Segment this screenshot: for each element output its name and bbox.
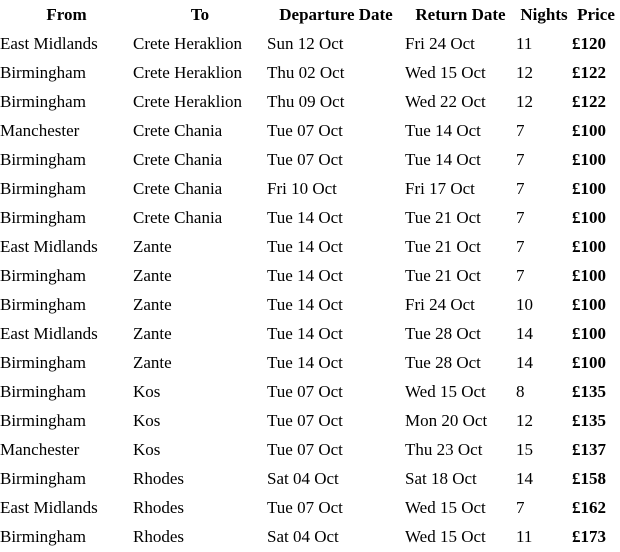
return-date-cell: Fri 24 Oct bbox=[405, 295, 475, 314]
price-cell: £137 bbox=[572, 440, 606, 459]
header-from: From bbox=[46, 5, 87, 24]
departure-date-cell: Tue 14 Oct bbox=[267, 324, 343, 343]
return-date-cell: Thu 23 Oct bbox=[405, 440, 483, 459]
departure-date-cell: Tue 07 Oct bbox=[267, 498, 343, 517]
price-cell: £120 bbox=[572, 34, 606, 53]
to-cell: Rhodes bbox=[133, 498, 184, 517]
from-cell: Birmingham bbox=[0, 179, 86, 198]
from-cell: Birmingham bbox=[0, 295, 86, 314]
return-date-cell: Wed 15 Oct bbox=[405, 382, 486, 401]
nights-cell: 12 bbox=[516, 63, 533, 82]
nights-cell: 12 bbox=[516, 92, 533, 111]
from-cell: Manchester bbox=[0, 121, 80, 140]
table-row bbox=[0, 435, 620, 464]
price-cell: £122 bbox=[572, 63, 606, 82]
departure-date-cell: Tue 07 Oct bbox=[267, 121, 343, 140]
from-cell: Manchester bbox=[0, 440, 80, 459]
nights-cell: 14 bbox=[516, 324, 533, 343]
header-return-date: Return Date bbox=[415, 5, 506, 24]
to-cell: Crete Heraklion bbox=[133, 92, 243, 111]
departure-date-cell: Tue 14 Oct bbox=[267, 295, 343, 314]
price-cell: £173 bbox=[572, 527, 606, 546]
return-date-cell: Tue 28 Oct bbox=[405, 353, 481, 372]
from-cell: Birmingham bbox=[0, 527, 86, 546]
from-cell: Birmingham bbox=[0, 208, 86, 227]
from-cell: Birmingham bbox=[0, 411, 86, 430]
departure-date-cell: Tue 14 Oct bbox=[267, 208, 343, 227]
nights-cell: 7 bbox=[516, 498, 525, 517]
price-cell: £100 bbox=[572, 237, 606, 256]
return-date-cell: Fri 17 Oct bbox=[405, 179, 475, 198]
price-cell: £100 bbox=[572, 179, 606, 198]
table-row bbox=[0, 377, 620, 406]
price-cell: £122 bbox=[572, 92, 606, 111]
header-price: Price bbox=[577, 5, 615, 24]
price-cell: £162 bbox=[572, 498, 606, 517]
table-row bbox=[0, 174, 620, 203]
to-cell: Zante bbox=[133, 353, 172, 372]
table-row bbox=[0, 145, 620, 174]
to-cell: Zante bbox=[133, 237, 172, 256]
return-date-cell: Tue 14 Oct bbox=[405, 121, 481, 140]
to-cell: Crete Heraklion bbox=[133, 34, 243, 53]
table-row bbox=[0, 116, 620, 145]
return-date-cell: Tue 28 Oct bbox=[405, 324, 481, 343]
to-cell: Zante bbox=[133, 295, 172, 314]
from-cell: Birmingham bbox=[0, 353, 86, 372]
return-date-cell: Fri 24 Oct bbox=[405, 34, 475, 53]
departure-date-cell: Thu 02 Oct bbox=[267, 63, 345, 82]
table-row bbox=[0, 406, 620, 435]
departure-date-cell: Sun 12 Oct bbox=[267, 34, 344, 53]
nights-cell: 12 bbox=[516, 411, 533, 430]
to-cell: Rhodes bbox=[133, 469, 184, 488]
from-cell: East Midlands bbox=[0, 237, 98, 256]
return-date-cell: Wed 15 Oct bbox=[405, 63, 486, 82]
table-row bbox=[0, 261, 620, 290]
nights-cell: 11 bbox=[516, 34, 533, 53]
return-date-cell: Tue 21 Oct bbox=[405, 266, 481, 285]
price-cell: £100 bbox=[572, 266, 606, 285]
to-cell: Crete Chania bbox=[133, 179, 223, 198]
header-row bbox=[0, 0, 620, 29]
table-header bbox=[0, 0, 620, 29]
from-cell: East Midlands bbox=[0, 324, 98, 343]
to-cell: Crete Heraklion bbox=[133, 63, 243, 82]
table-body bbox=[0, 29, 620, 551]
nights-cell: 8 bbox=[516, 382, 525, 401]
to-cell: Crete Chania bbox=[133, 150, 223, 169]
from-cell: Birmingham bbox=[0, 382, 86, 401]
table-row bbox=[0, 58, 620, 87]
return-date-cell: Sat 18 Oct bbox=[405, 469, 477, 488]
return-date-cell: Tue 21 Oct bbox=[405, 237, 481, 256]
from-cell: Birmingham bbox=[0, 469, 86, 488]
table-row bbox=[0, 203, 620, 232]
nights-cell: 7 bbox=[516, 179, 525, 198]
table-row bbox=[0, 493, 620, 522]
nights-cell: 11 bbox=[516, 527, 533, 546]
departure-date-cell: Tue 07 Oct bbox=[267, 382, 343, 401]
from-cell: East Midlands bbox=[0, 498, 98, 517]
to-cell: Kos bbox=[133, 411, 161, 430]
from-cell: Birmingham bbox=[0, 63, 86, 82]
table-row bbox=[0, 232, 620, 261]
departure-date-cell: Tue 14 Oct bbox=[267, 237, 343, 256]
price-cell: £100 bbox=[572, 295, 606, 314]
price-cell: £100 bbox=[572, 150, 606, 169]
from-cell: Birmingham bbox=[0, 266, 86, 285]
return-date-cell: Mon 20 Oct bbox=[405, 411, 488, 430]
nights-cell: 7 bbox=[516, 208, 525, 227]
to-cell: Zante bbox=[133, 324, 172, 343]
departure-date-cell: Tue 07 Oct bbox=[267, 411, 343, 430]
price-cell: £100 bbox=[572, 208, 606, 227]
header-departure-date: Departure Date bbox=[279, 5, 393, 24]
departure-date-cell: Tue 07 Oct bbox=[267, 150, 343, 169]
to-cell: Crete Chania bbox=[133, 121, 223, 140]
price-cell: £135 bbox=[572, 382, 606, 401]
table-row bbox=[0, 319, 620, 348]
departure-date-cell: Sat 04 Oct bbox=[267, 527, 339, 546]
departure-date-cell: Sat 04 Oct bbox=[267, 469, 339, 488]
table-row bbox=[0, 290, 620, 319]
table-row bbox=[0, 464, 620, 493]
to-cell: Zante bbox=[133, 266, 172, 285]
to-cell: Crete Chania bbox=[133, 208, 223, 227]
return-date-cell: Wed 15 Oct bbox=[405, 498, 486, 517]
nights-cell: 15 bbox=[516, 440, 533, 459]
departure-date-cell: Fri 10 Oct bbox=[267, 179, 337, 198]
nights-cell: 14 bbox=[516, 469, 533, 488]
header-nights: Nights bbox=[520, 5, 568, 24]
price-cell: £100 bbox=[572, 324, 606, 343]
return-date-cell: Wed 22 Oct bbox=[405, 92, 486, 111]
nights-cell: 7 bbox=[516, 121, 525, 140]
table-row bbox=[0, 87, 620, 116]
to-cell: Kos bbox=[133, 382, 161, 401]
nights-cell: 14 bbox=[516, 353, 533, 372]
from-cell: Birmingham bbox=[0, 92, 86, 111]
to-cell: Kos bbox=[133, 440, 161, 459]
from-cell: Birmingham bbox=[0, 150, 86, 169]
header-to: To bbox=[190, 5, 210, 24]
to-cell: Rhodes bbox=[133, 527, 184, 546]
nights-cell: 7 bbox=[516, 266, 525, 285]
departure-date-cell: Tue 14 Oct bbox=[267, 353, 343, 372]
table-row bbox=[0, 522, 620, 551]
departure-date-cell: Thu 09 Oct bbox=[267, 92, 345, 111]
from-cell: East Midlands bbox=[0, 34, 98, 53]
table-row bbox=[0, 29, 620, 58]
nights-cell: 7 bbox=[516, 150, 525, 169]
table-row bbox=[0, 348, 620, 377]
departure-date-cell: Tue 07 Oct bbox=[267, 440, 343, 459]
nights-cell: 10 bbox=[516, 295, 533, 314]
price-cell: £135 bbox=[572, 411, 606, 430]
return-date-cell: Wed 15 Oct bbox=[405, 527, 486, 546]
departure-date-cell: Tue 14 Oct bbox=[267, 266, 343, 285]
price-cell: £158 bbox=[572, 469, 606, 488]
return-date-cell: Tue 21 Oct bbox=[405, 208, 481, 227]
nights-cell: 7 bbox=[516, 237, 525, 256]
return-date-cell: Tue 14 Oct bbox=[405, 150, 481, 169]
price-cell: £100 bbox=[572, 121, 606, 140]
price-cell: £100 bbox=[572, 353, 606, 372]
